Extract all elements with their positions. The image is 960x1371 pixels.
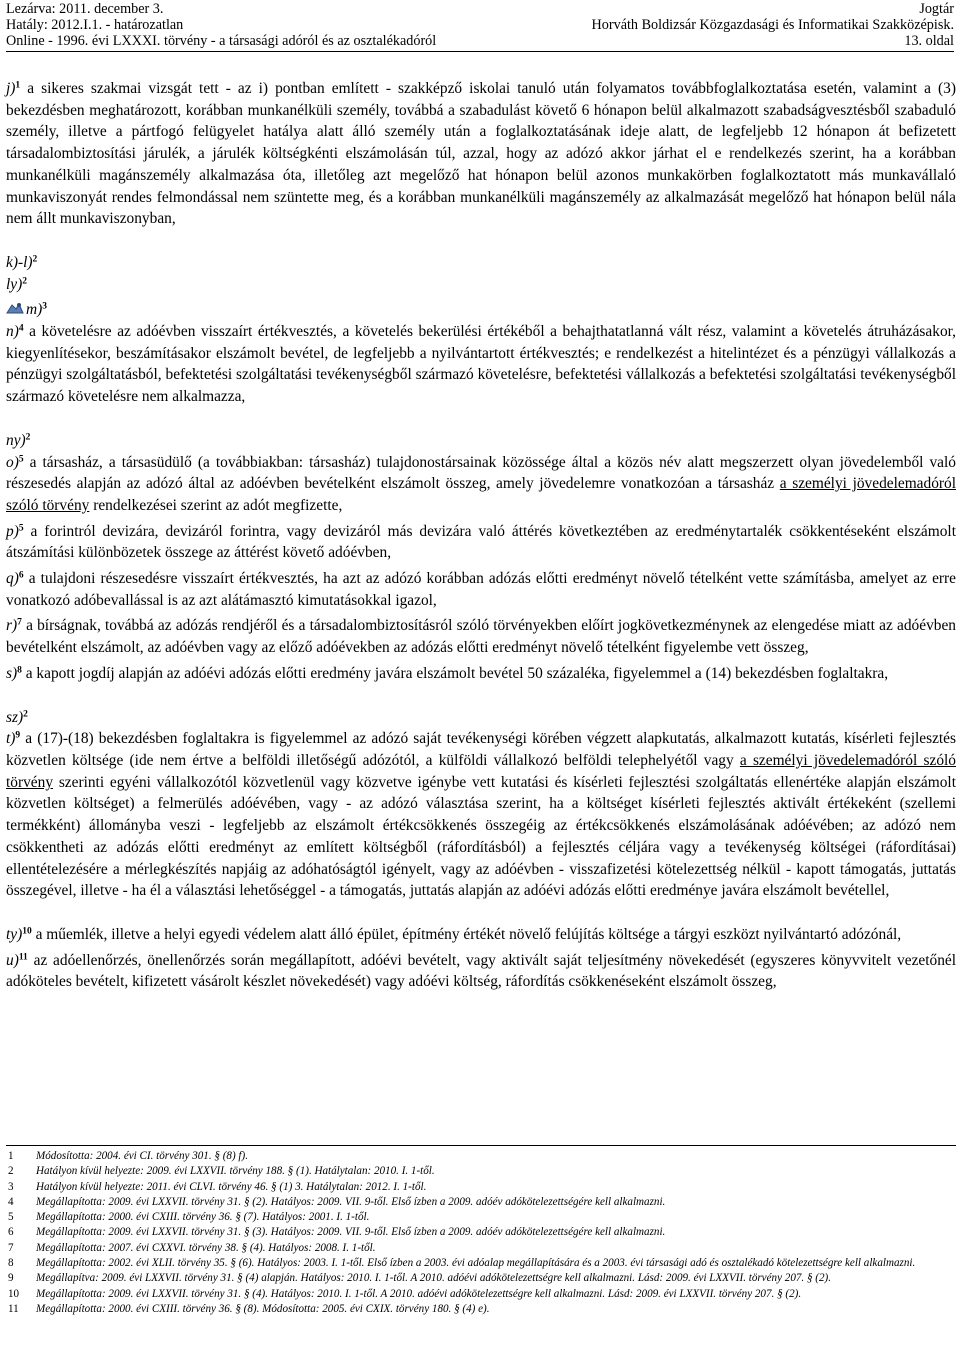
footnote: 3 Hatályon kívül helyezte: 2011. évi CLVI. törvény 46. § (1) 3. Hatálytalan: 2012. I. 1-től.: [8, 1180, 427, 1193]
footnote: 7 Megállapította: 2007. évi CXXVI. törvény 38. § (4). Hatályos: 2008. I. 1-től.: [8, 1241, 376, 1254]
point-label-p: p)$^5$: [6, 522, 24, 540]
point-label-r: r)$^7$: [6, 617, 22, 635]
footnote: 9 Megállapítva: 2009. évi LXXVII. törvény 31. § (4) alapján. Hatályos: 2010. I. 1-től. A 2010. adóévi adókötelezettségre kell alkalmazni. Lásd: 2009. évi LXXVII. törvény 207. § (2).: [8, 1272, 831, 1285]
paragraph-r: r)$^7$ a bírságnak, továbbá az adózás rendjéről és a társadalombiztosításról szóló törvényekben előírt jogkövetkezménynek az elengedése miatt az adóévben bevételként elszámolt, az adóévben vagy az előző adóévekben az adózás előtti eredményt növelő tételként figyelembe vett összeg,: [6, 617, 956, 657]
header-row-1: [6, 1, 954, 17]
point-label-ty: ty)$^{10}$: [6, 925, 32, 943]
paragraph-o: o)$^5$ a társasház, a társasüdülő (a továbbiakban: társasház) tulajdonostársainak közössége által a közös név alatt megszerzett olyan jövedelemből való részesedés alapján az adózó által az adóévben bevételként elszámolt összeg, amely jövedelemre vonatkozóan a társasház a személyi jövedelemadóról szóló törvény rendelkezései szerint az adót megfizette,: [6, 453, 956, 514]
footnote: 4 Megállapította: 2009. évi LXXVII. törvény 31. § (2). Hatályos: 2009. VII. 9-től. Első ízben a 2009. adóév adókötelezettségére kell alkalmazni.: [8, 1195, 666, 1208]
law-link-szja[interactable]: a személyi jövedelemadóról szóló törvény: [6, 475, 956, 514]
annotation-icon[interactable]: [6, 301, 24, 315]
header-row-3: [6, 33, 954, 49]
point-ny: ny)$^2$: [6, 431, 31, 449]
point-label-j: j)$^1$: [6, 80, 21, 97]
footnote: 5 Megállapította: 2000. évi CXIII. törvény 36. § (7). Hatályos: 2001. I. 1-től.: [8, 1211, 370, 1224]
footnote: 11 Megállapította: 2000. évi CXIII. törvény 36. § (8). Módosította: 2005. évi CXIX. törvény 180. § (4) e).: [8, 1302, 490, 1315]
paragraph-p: p)$^5$ a forintról devizára, devizáról forintra, vagy devizáról más devizára való áttérés következtében az eredménytartalék csökkentéseként elszámolt átszámítási különbözetek összege az áttérést követő adóévben,: [6, 522, 956, 562]
point-sz: sz)$^2$: [6, 708, 28, 726]
paragraph-s: s)$^8$ a kapott jogdíj alapján az adóévi adózás előtti eredmény javára elszámolt bevétel 50 százaléka, figyelemmel a (14) bekezdésben foglaltakra,: [6, 664, 889, 682]
point-label-t: t)$^9$: [6, 730, 21, 748]
point-label-s: s)$^8$: [6, 664, 22, 682]
footnotes: [6, 1145, 956, 1317]
paragraph-q: q)$^6$ a tulajdoni részesedésre visszaírt értékvesztés, ha azt az adózó korábban adózás előtti eredményt növelő tételként vette számításba, amelyet az erre vonatkozó adóbevallással is az azt alátámasztó kimutatásokkal igazol,: [6, 570, 956, 609]
paragraph-t: t)$^9$ a (17)-(18) bekezdésben foglaltakra is figyelemmel az adózó saját tevékenységi körében végzett alapkutatás, alkalmazott kutatás, kísérleti fejlesztés közvetlen költsége (ide nem értve a belföldi illetőségű adózótól, a külföldi vállalkozó belföldi telephelyétől vagy a személyi jövedelemadóról szóló törvény szerinti egyéni vállalkozótól közvetlenül vagy közvetve igénybe vett kutatási és kísérleti fejlesztési szolgáltatás ellenértéke alapján elszámolt közvetlen költséget) a felmerülés adóévében, vagy - az adózó választása szerint, ha a költséget kísérleti fejlesztés aktivált értékeként (szellemi termékként) állományba veszi - legfeljebb az elszámolt értékcsökkenés összegéig az értékcsökkenés elszámolásának adóévében; az adózó nem csökkentheti az adózás előtti eredményt az említett költségből (ráfordításból) a fejlesztés céljára vagy a tevékenység költségei (ráfordításai) ellentételezésére a mérlegkészítés napjáig az adóhatóságtól igényelt, vagy az adóévben - visszafizetési kötelezettség nélkül - kapott támogatás, juttatás összegével, illetve - ha él a választási lehetőséggel - a támogatás, juttatás alapján az adóévi adózás előtti eredménye javára elszámolt bevétellel,: [6, 730, 956, 900]
paragraph-n-text: a követelésre az adóévben visszaírt értékvesztés, a követelés bekerülési értékéből a behajthatatlanná vált rész, valamint a követelés átruházásakor, kiegyenlítésekor, beszámításakor elszámolt bevétel, de legfeljebb a nyilvántartott értékvesztés; e rendelkezést a hitelintézet és a pénzügyi vállalkozás a pénzügyi szolgáltatásból, befektetési szolgáltatási tevékenységből származó követelésre, befektetési vállalkozás a befektetési szolgáltatási tevékenységből származó követelésre nem alkalmazza,: [6, 323, 956, 406]
point-label-o: o)$^5$: [6, 453, 24, 471]
header-page-number: 13. oldal: [904, 33, 954, 49]
paragraph-j-text: a sikeres szakmai vizsgát tett - az i) pontban említett - szakképző iskolai tanuló után folyamatos továbbfoglalkoztatása esetén, valamint a (3) bekezdésben meghatározott, korábban munkanélküli személy, továbbá a szabadulást követő 6 hónapon belül alkalmazott szabadságvesztésből szabaduló személy, illetve a pártfogó felügyelet hatálya alatt álló személy után a foglalkoztatásának ideje alatt, de legfeljebb 12 hónapon át befizetett társadalombiztosítási járulék, a járulék költségkénti elszámolásán túl, azzal, hogy az adózó akkor járhat el e rendelkezés szerint, ha a korábban munkanélküli magánszemély alkalmazása óta, illetőleg azt megelőző hat hónapon belül azonos munkakörben foglalkoztatott más munkavállaló munkaviszonyát rendes felmondással nem szüntette meg, és a korábban munkanélküli magánszemély az alkalmazását megelőző hat hónapon belül nála nem állt munkaviszonyban,: [6, 80, 956, 228]
point-kl: k)-l)$^2$: [6, 253, 38, 271]
point-label-n: n)$^4$: [6, 323, 24, 341]
footnote: 1 Módosította: 2004. évi CI. törvény 301. § (8) f).: [8, 1150, 248, 1162]
paragraph-n: [6, 321, 956, 408]
header-closed-date: Lezárva: 2011. december 3.: [6, 1, 164, 17]
point-ly: ly)$^2$: [6, 275, 27, 293]
paragraph-o-text: a társasház, a társasüdülő (a továbbiakban: társasház) tulajdonostársainak közössége által a közös név alatt megszerzett olyan jövedelemből való részesedés alapján az adózó által az adóévben bevételként elszámolt összeg, amely jövedelemre vonatkozóan a társasház: [6, 453, 956, 493]
header-validity: Hatály: 2012.I.1. - határozatlan: [6, 17, 184, 33]
paragraph-j: [6, 78, 956, 230]
page-header: [6, 1, 954, 52]
footnote: 8 Megállapította: 2002. évi XLII. törvény 35. § (6). Hatályos: 2003. I. 1-től. Első ízben a 2003. évi adóalap megállapítására és a 2003. évi társasági adó és osztalékadó kötelezettségre kell alkalmazni.: [8, 1257, 916, 1270]
header-institution: Horváth Boldizsár Közgazdasági és Informatikai Szakközépisk.: [591, 17, 954, 33]
footnote: 10 Megállapította: 2009. évi LXXVII. törvény 31. § (4). Hatályos: 2010. I. 1-től. A 2010. adóévi adókötelezettségre kell alkalmazni. Lásd: 2009. évi LXXVII. törvény 207. § (2).: [8, 1287, 802, 1300]
law-link-szja-2[interactable]: a személyi jövedelemadóról szóló törvény: [6, 751, 956, 791]
header-row-2: [6, 17, 954, 33]
point-m: m)$^3$: [6, 299, 956, 321]
document-body: [6, 78, 956, 993]
footnote: 6 Megállapította: 2009. évi LXXVII. törvény 31. § (3). Hatályos: 2009. VII. 9-től. Első ízben a 2009. adóév adókötelezettségére kell alkalmazni.: [8, 1226, 666, 1239]
footnote: 2 Hatályon kívül helyezte: 2009. évi LXXVII. törvény 188. § (1). Hatálytalan: 2010. I. 1-től.: [8, 1165, 435, 1178]
point-label-u: u)$^{11}$: [6, 951, 28, 969]
header-brand: Jogtár: [919, 1, 954, 17]
point-label-q: q)$^6$: [6, 570, 24, 588]
paragraph-u: u)$^{11}$ az adóellenőrzés, önellenőrzés során megállapított, adóévi bevételt, vagy aktivált saját teljesítmény növekedését (egyszeres könyvvitelt vezetőnél adóköteles bevételt, kifizetett vásárolt készlet növekedését) vagy adóévi költség, ráfordítás csökkenéseként elszámolt összeg,: [6, 951, 957, 991]
header-law-title: Online - 1996. évi LXXXI. törvény - a társasági adóról és az osztalékadóról: [6, 33, 437, 49]
paragraph-ty: ty)$^{10}$ a műemlék, illetve a helyi egyedi védelem alatt álló épület, építmény értékét növelő felújítás költsége a tárgyi eszközt nyilvántartó adózónál,: [6, 925, 902, 943]
